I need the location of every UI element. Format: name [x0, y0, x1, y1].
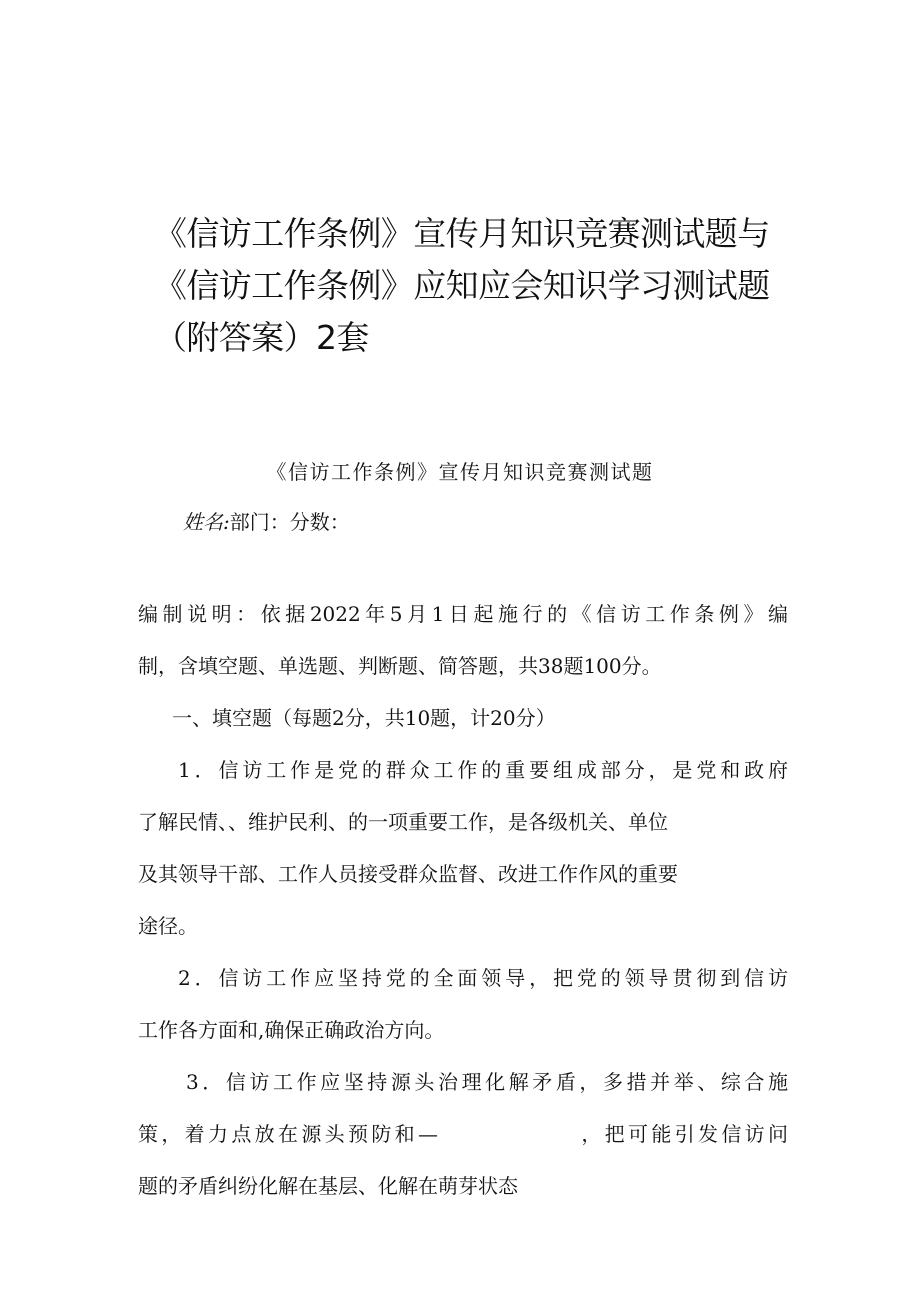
- q1-line-4: 途径。: [138, 914, 198, 938]
- question-1: [138, 744, 788, 952]
- name-label: 姓名:: [183, 510, 230, 534]
- document-body: [138, 588, 788, 1212]
- department-score-label: 部门：分数：: [229, 510, 350, 534]
- document-title: [154, 208, 814, 364]
- q1-line-1: 1．信访工作是党的群众工作的重要组成部分，是党和政府: [178, 758, 788, 782]
- title-line-3: （附答案）2套: [154, 318, 369, 357]
- q3-line-2-start: 策，着力点放在源头预防和—: [138, 1122, 438, 1146]
- quiz-subtitle: 《信访工作条例》宣传月知识竞赛测试题: [266, 460, 654, 484]
- q1-line-3: 及其领导干部、工作人员接受群众监督、改进工作作风的重要: [138, 862, 678, 886]
- participant-info: [183, 506, 350, 535]
- q2-line-2: 工作各方面和,确保正确政治方向。: [138, 1018, 445, 1042]
- q2-line-1: 2．信访工作应坚持党的全面领导，把党的领导贯彻到信访: [178, 966, 788, 990]
- section-heading: 一、填空题（每题2分，共10题，计20分）: [172, 706, 556, 730]
- q3-line-2-end: ，把可能引发信访问: [578, 1122, 788, 1146]
- q3-line-2: [138, 1108, 788, 1160]
- intro-line-2: 制，含填空题、单选题、判断题、简答题，共38题100分。: [138, 654, 662, 678]
- q3-line-3: 题的矛盾纠纷化解在基层、化解在萌芽状态: [138, 1174, 518, 1198]
- q3-line-1: 3．信访工作应坚持源头治理化解矛盾，多措并举、综合施: [186, 1070, 788, 1094]
- title-line-1: 《信访工作条例》宣传月知识竞赛测试题与: [154, 214, 770, 253]
- q1-line-2: 了解民情、、维护民利、的一项重要工作，是各级机关、单位: [138, 810, 668, 834]
- question-2: [138, 952, 788, 1056]
- intro-line-1: 编制说明：依据2022年5月1日起施行的《信访工作条例》编: [138, 602, 788, 626]
- question-3: [138, 1056, 788, 1212]
- intro-paragraph: [138, 588, 788, 692]
- title-line-2: 《信访工作条例》应知应会知识学习测试题: [154, 266, 770, 305]
